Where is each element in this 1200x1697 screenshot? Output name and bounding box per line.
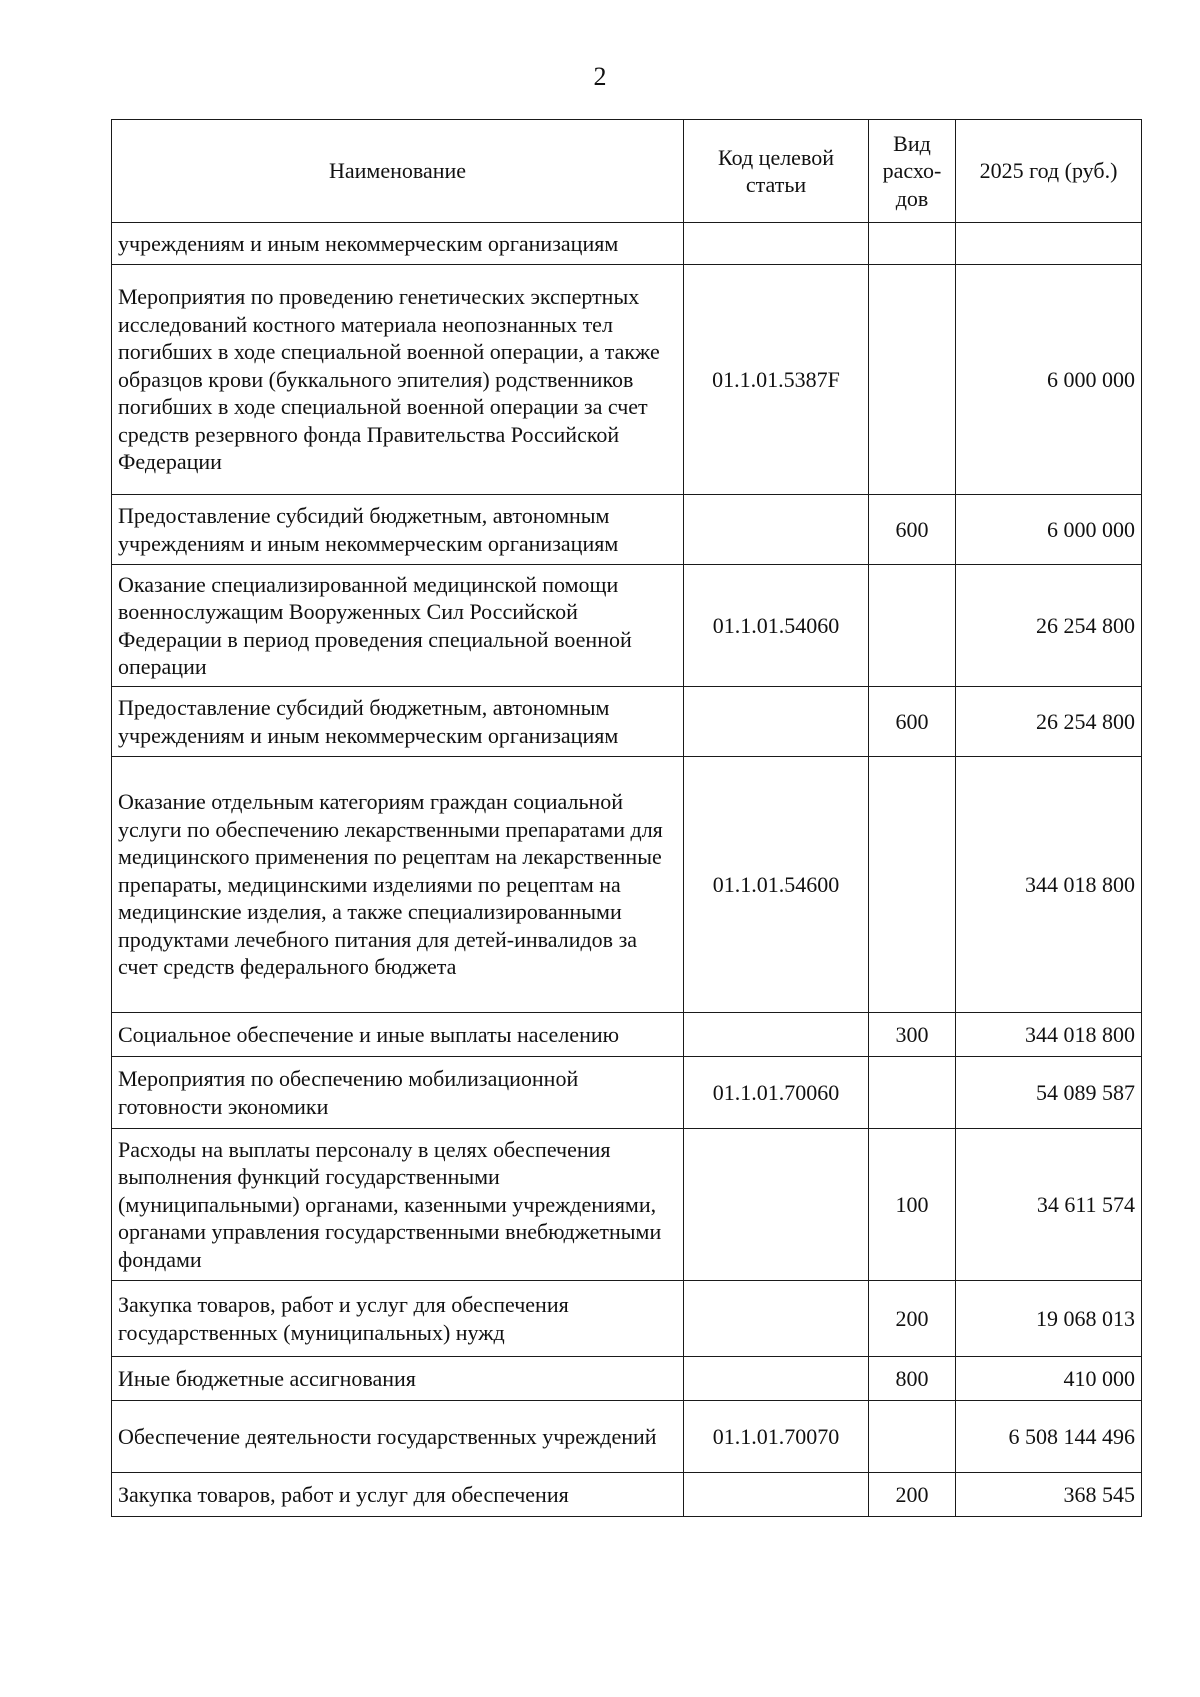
row-type [869, 223, 956, 265]
row-sum: 6 508 144 496 [956, 1401, 1142, 1473]
row-code: 01.1.01.5387F [684, 265, 869, 495]
row-code: 01.1.01.70070 [684, 1401, 869, 1473]
row-type [869, 757, 956, 1013]
row-type: 200 [869, 1281, 956, 1357]
row-type: 300 [869, 1013, 956, 1057]
row-code [684, 1013, 869, 1057]
row-name: Мероприятия по проведению генетических экспертных исследований костного материала неопознанных тел погибших в ходе специальной военной операции, а также образцов крови (буккального эпителия) родственников погибших в ходе специальной военной операции за счет средств резервного фонда Правительства Российской Федерации [112, 265, 684, 495]
row-sum: 368 545 [956, 1473, 1142, 1517]
header-code: Код целевой статьи [684, 120, 869, 223]
table-row [112, 1129, 1142, 1281]
row-sum: 410 000 [956, 1357, 1142, 1401]
table-row [112, 495, 1142, 565]
row-type [869, 1401, 956, 1473]
row-name: Оказание специализированной медицинской помощи военнослужащим Вооруженных Сил Российской Федерации в период проведения специальной военной операции [112, 565, 684, 687]
row-type: 600 [869, 687, 956, 757]
row-code: 01.1.01.54060 [684, 565, 869, 687]
row-sum: 6 000 000 [956, 495, 1142, 565]
budget-table [111, 119, 1142, 1517]
row-name: Закупка товаров, работ и услуг для обеспечения государственных (муниципальных) нужд [112, 1281, 684, 1357]
header-name: Наименование [112, 120, 684, 223]
row-code [684, 1357, 869, 1401]
header-type: Вид расхо-дов [869, 120, 956, 223]
row-name: учреждениям и иным некоммерческим организациям [112, 223, 684, 265]
table-header-row [112, 120, 1142, 223]
row-type [869, 565, 956, 687]
table-row [112, 1473, 1142, 1517]
row-sum: 344 018 800 [956, 757, 1142, 1013]
row-type [869, 1057, 956, 1129]
row-name: Расходы на выплаты персоналу в целях обеспечения выполнения функций государственными (муниципальными) органами, казенными учреждениями, органами управления государственными внебюджетными фондами [112, 1129, 684, 1281]
header-sum: 2025 год (руб.) [956, 120, 1142, 223]
row-sum: 19 068 013 [956, 1281, 1142, 1357]
row-code [684, 1473, 869, 1517]
table-row [112, 1281, 1142, 1357]
row-type [869, 265, 956, 495]
row-sum: 54 089 587 [956, 1057, 1142, 1129]
row-sum: 344 018 800 [956, 1013, 1142, 1057]
table-row [112, 565, 1142, 687]
row-type: 600 [869, 495, 956, 565]
row-type: 100 [869, 1129, 956, 1281]
table-row [112, 265, 1142, 495]
table-row [112, 223, 1142, 265]
row-name: Мероприятия по обеспечению мобилизационной готовности экономики [112, 1057, 684, 1129]
row-code [684, 1281, 869, 1357]
row-sum [956, 223, 1142, 265]
row-type: 800 [869, 1357, 956, 1401]
table-row [112, 1057, 1142, 1129]
row-name: Оказание отдельным категориям граждан социальной услуги по обеспечению лекарственными препаратами для медицинского применения по рецептам на лекарственные препараты, медицинскими изделиями по рецептам на медицинские изделия, а также специализированными продуктами лечебного питания для детей-инвалидов за счет средств федерального бюджета [112, 757, 684, 1013]
row-code: 01.1.01.54600 [684, 757, 869, 1013]
table-row [112, 1013, 1142, 1057]
table-row [112, 687, 1142, 757]
row-code [684, 223, 869, 265]
row-name: Иные бюджетные ассигнования [112, 1357, 684, 1401]
row-code [684, 687, 869, 757]
page-number: 2 [593, 62, 607, 91]
row-sum: 26 254 800 [956, 565, 1142, 687]
row-code [684, 1129, 869, 1281]
row-sum: 26 254 800 [956, 687, 1142, 757]
table-row [112, 1357, 1142, 1401]
row-name: Социальное обеспечение и иные выплаты населению [112, 1013, 684, 1057]
row-type: 200 [869, 1473, 956, 1517]
table-row [112, 1401, 1142, 1473]
row-code: 01.1.01.70060 [684, 1057, 869, 1129]
row-name: Закупка товаров, работ и услуг для обеспечения [112, 1473, 684, 1517]
row-sum: 34 611 574 [956, 1129, 1142, 1281]
row-sum: 6 000 000 [956, 265, 1142, 495]
table-row [112, 757, 1142, 1013]
row-name: Обеспечение деятельности государственных учреждений [112, 1401, 684, 1473]
row-code [684, 495, 869, 565]
row-name: Предоставление субсидий бюджетным, автономным учреждениям и иным некоммерческим организациям [112, 495, 684, 565]
row-name: Предоставление субсидий бюджетным, автономным учреждениям и иным некоммерческим организациям [112, 687, 684, 757]
